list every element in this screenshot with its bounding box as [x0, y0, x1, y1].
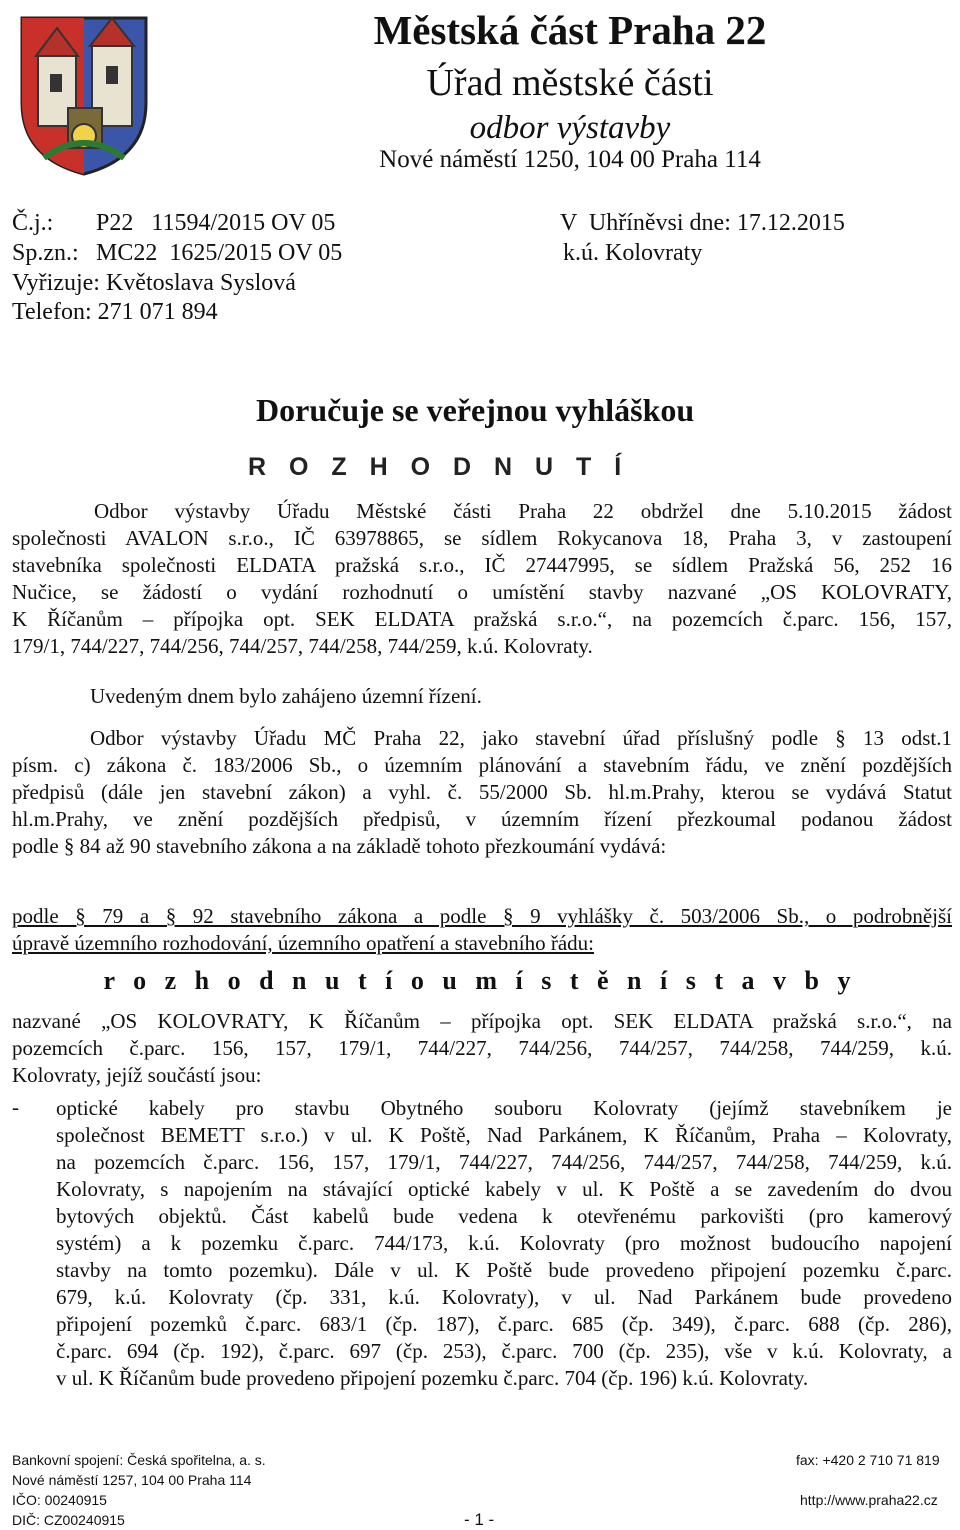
text-line: Kolovraty, jejíž součástí jsou: — [12, 1063, 262, 1087]
department-name: odbor výstavby — [469, 110, 671, 146]
public-notice-heading: Doručuje se veřejnou vyhláškou — [256, 392, 695, 428]
text-line: 679, k.ú. Kolovraty (čp. 331, k.ú. Kolovraty), v ul. Nad Parkánem bude provedeno — [56, 1285, 952, 1309]
phone: Telefon: 271 071 894 — [12, 299, 218, 325]
file-number-label: Sp.zn.: — [12, 240, 79, 266]
text-line: hl.m.Prahy, ve znění pozdějších předpisů, v územním řízení přezkoumal podanou žádost — [12, 807, 952, 831]
text-line: optické kabely pro stavbu Obytného souboru Kolovraty (jejímž stavebníkem je — [56, 1096, 952, 1120]
footer-website[interactable]: http://www.praha22.cz — [800, 1492, 938, 1508]
text-line: na pozemcích č.parc. 156, 157, 179/1, 744/227, 744/256, 744/257, 744/258, 744/259, k.ú. — [56, 1150, 952, 1174]
text-line: podle § 79 a § 92 stavebního zákona a podle § 9 vyhlášky č. 503/2006 Sb., o podrobnější — [12, 904, 952, 928]
text-line: 179/1, 744/227, 744/256, 744/257, 744/258, 744/259, k.ú. Kolovraty. — [12, 634, 593, 658]
text-line: bytových objektů. Část kabelů bude vedena k otevřenému parkovišti (pro kamerový — [56, 1204, 952, 1228]
decision-type-heading: R O Z H O D N U T Í — [248, 453, 630, 481]
reference-value: P22 11594/2015 OV 05 — [96, 210, 336, 236]
text-line: nazvané „OS KOLOVRATY, K Říčanům – přípojka opt. SEK ELDATA pražská s.r.o.“, na — [12, 1009, 952, 1033]
text-line: společnosti AVALON s.r.o., IČ 63978865, se sídlem Rokycanova 18, Praha 3, v zastoupení — [12, 526, 952, 550]
construction-name-paragraph — [12, 1008, 952, 1089]
text-line: Odbor výstavby Úřadu MČ Praha 22, jako stavební úřad příslušný podle § 13 odst.1 — [90, 726, 952, 750]
cadastral-area: k.ú. Kolovraty — [563, 240, 703, 266]
text-line: připojení pozemků č.parc. 683/1 (čp. 187), č.parc. 685 (čp. 349), č.parc. 688 (čp. 286), — [56, 1312, 952, 1336]
decision-heading: r o z h o d n u t í o u m í s t ě n í s t a v b y — [103, 966, 857, 995]
page-number: - 1 - — [464, 1510, 495, 1529]
text-line: stavby na tomto pozemku). Dále v ul. K Poště bude provedeno připojení pozemku č.parc. — [56, 1258, 952, 1282]
footer-address: Nové náměstí 1257, 104 00 Praha 114 — [12, 1472, 252, 1488]
text-line: úpravě územního rozhodování, územního opatření a stavebního řádu: — [12, 931, 594, 955]
text-line: společnost BEMETT s.r.o.) v ul. K Poště, Nad Parkánem, K Říčanům, Praha – Kolovraty, — [56, 1123, 952, 1147]
text-line: K Říčanům – přípojka opt. SEK ELDATA pražská s.r.o.“, na pozemcích č.parc. 156, 157, — [12, 607, 952, 631]
footer-bank: Bankovní spojení: Česká spořitelna, a. s. — [12, 1452, 266, 1468]
proceeding-started-text: Uvedeným dnem bylo zahájeno územní řízení. — [90, 684, 482, 708]
text-line: č.parc. 694 (čp. 192), č.parc. 697 (čp. 253), č.parc. 700 (čp. 235), vše v k.ú. Kolovraty, a — [56, 1339, 952, 1363]
text-line: stavebníka společnosti ELDATA pražská s.r.o., IČ 27447995, se sídlem Pražská 56, 252 16 — [12, 553, 952, 577]
municipality-title: Městská část Praha 22 — [373, 7, 767, 53]
handled-by: Vyřizuje: Květoslava Syslová — [12, 270, 296, 296]
office-address: Nové náměstí 1250, 104 00 Praha 114 — [379, 146, 761, 173]
office-name: Úřad městské části — [426, 62, 714, 104]
text-line: Nučice, se žádostí o vydání rozhodnutí o umístění stavby nazvané „OS KOLOVRATY, — [12, 580, 952, 604]
coat-of-arms-image — [14, 8, 154, 178]
file-number — [12, 240, 342, 267]
text-line: pozemcích č.parc. 156, 157, 179/1, 744/227, 744/256, 744/257, 744/258, 744/259, k.ú. — [12, 1036, 952, 1060]
text-line: Kolovraty, s napojením na stávající optické kabely v ul. K Poště a se zavedením do dvou — [56, 1177, 952, 1201]
text-line: podle § 84 až 90 stavebního zákona a na základě tohoto přezkoumání vydává: — [12, 834, 667, 858]
list-bullet: - — [12, 1095, 19, 1119]
list-item — [56, 1095, 952, 1392]
text-line: předpisů (dále jen stavební zákon) a vyhl. č. 55/2000 Sb. hl.m.Prahy, kterou se vydává Statut — [12, 780, 952, 804]
legal-basis-paragraph — [12, 903, 952, 957]
footer-dic: DIČ: CZ00240915 — [12, 1512, 125, 1528]
footer-ico: IČO: 00240915 — [12, 1492, 107, 1508]
authority-paragraph — [12, 725, 952, 860]
text-line: v ul. K Říčanům bude provedeno připojení pozemku č.parc. 704 (čp. 196) k.ú. Kolovraty. — [56, 1366, 809, 1390]
reference-label: Č.j.: — [12, 210, 54, 236]
reference-number — [12, 210, 335, 237]
text-line: písm. c) zákona č. 183/2006 Sb., o územním plánování a stavebním řádu, ve znění pozdějších — [12, 753, 952, 777]
text-line: systém) a k pozemku č.parc. 744/173, k.ú. Kolovraty (pro možnost budoucího napojení — [56, 1231, 952, 1255]
place-date: V Uhříněvsi dne: 17.12.2015 — [560, 210, 845, 236]
application-paragraph — [12, 498, 952, 660]
text-line: Odbor výstavby Úřadu Městské části Praha 22 obdržel dne 5.10.2015 žádost — [94, 499, 952, 523]
footer-fax: fax: +420 2 710 71 819 — [796, 1452, 940, 1468]
file-number-value: MC22 1625/2015 OV 05 — [96, 240, 343, 266]
